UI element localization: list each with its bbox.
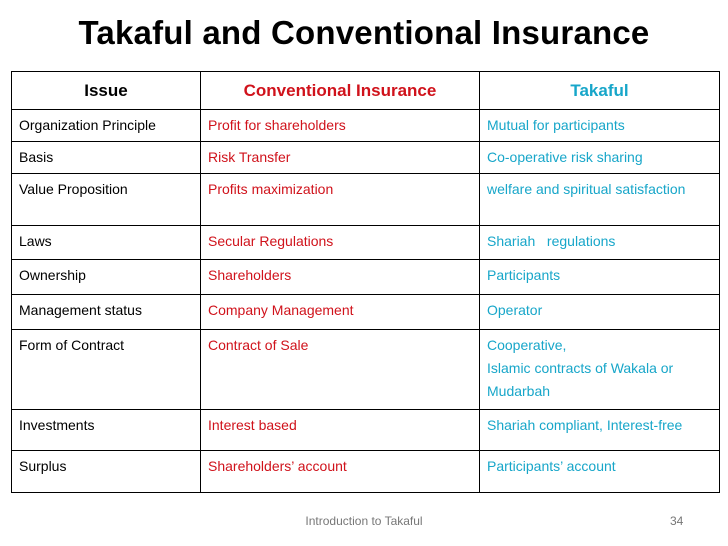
cell-issue: Form of Contract (12, 330, 201, 410)
cell-issue: Management status (12, 295, 201, 330)
cell-conventional: Shareholders’ account (201, 451, 480, 493)
cell-issue: Value Proposition (12, 174, 201, 226)
table-row (12, 295, 720, 330)
cell-conventional: Company Management (201, 295, 480, 330)
cell-conventional: Contract of Sale (201, 330, 480, 410)
cell-takaful (480, 330, 720, 410)
table-row (12, 330, 720, 410)
header-conventional: Conventional Insurance (201, 72, 480, 110)
cell-takaful-line-1: Cooperative, (487, 337, 567, 353)
cell-issue: Basis (12, 142, 201, 174)
table-row (12, 410, 720, 451)
cell-takaful: Participants (480, 260, 720, 295)
cell-takaful: Shariah compliant, Interest-free (480, 410, 720, 451)
table-row (12, 260, 720, 295)
footer-text: Introduction to Takaful (305, 514, 423, 528)
cell-conventional: Shareholders (201, 260, 480, 295)
cell-takaful: Operator (480, 295, 720, 330)
cell-issue: Ownership (12, 260, 201, 295)
comparison-table (11, 71, 720, 493)
table-row (12, 110, 720, 142)
cell-takaful: welfare and spiritual satisfaction (480, 174, 720, 226)
slide-title: Takaful and Conventional Insurance (78, 14, 650, 51)
cell-takaful-line-2: Islamic contracts of Wakala or Mudarbah (487, 360, 674, 399)
header-takaful: Takaful (480, 72, 720, 110)
cell-conventional: Secular Regulations (201, 226, 480, 260)
cell-takaful: Co-operative risk sharing (480, 142, 720, 174)
cell-takaful: Shariah regulations (480, 226, 720, 260)
header-issue: Issue (12, 72, 201, 110)
cell-issue: Organization Principle (12, 110, 201, 142)
cell-issue: Surplus (12, 451, 201, 493)
cell-conventional: Interest based (201, 410, 480, 451)
table-header-row (12, 72, 720, 110)
table-row (12, 142, 720, 174)
table-row (12, 226, 720, 260)
cell-takaful: Mutual for participants (480, 110, 720, 142)
cell-issue: Laws (12, 226, 201, 260)
cell-issue: Investments (12, 410, 201, 451)
table-row (12, 174, 720, 226)
cell-conventional: Profit for shareholders (201, 110, 480, 142)
page-number: 34 (670, 514, 684, 528)
cell-takaful: Participants’ account (480, 451, 720, 493)
cell-conventional: Risk Transfer (201, 142, 480, 174)
cell-conventional: Profits maximization (201, 174, 480, 226)
table-row (12, 451, 720, 493)
